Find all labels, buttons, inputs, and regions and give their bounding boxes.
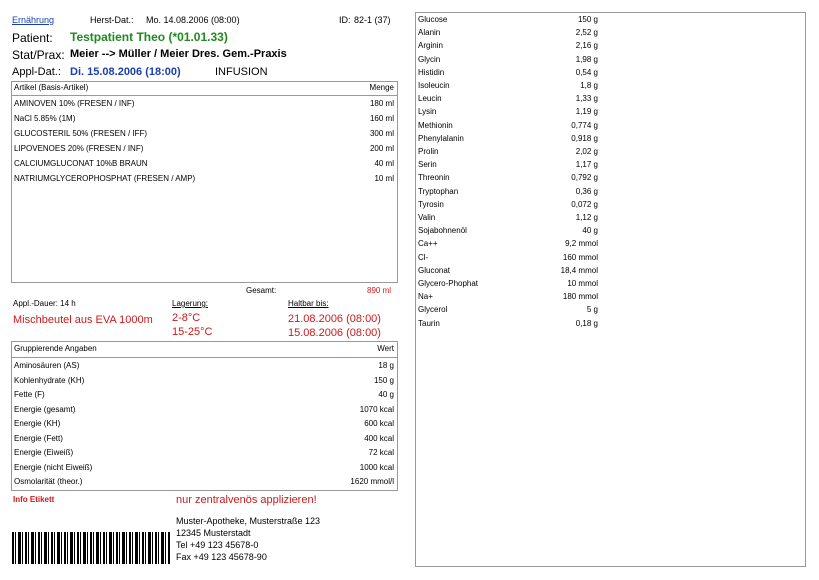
storage-2: 15-25°C [172, 326, 213, 338]
articles-header-name: Artikel (Basis-Artikel) [14, 83, 89, 92]
application-date-value: Di. 15.08.2006 (18:00) [70, 66, 181, 78]
article-name: NaCl 5.85% (1M) [14, 114, 76, 123]
grouped-name: Osmolarität (theor.) [14, 477, 83, 486]
grouped-name: Energie (KH) [14, 419, 61, 428]
storage-label: Lagerung: [172, 299, 209, 308]
table-row [12, 448, 397, 463]
component-value: 0,18 g [575, 318, 598, 328]
article-name: NATRIUMGLYCEROPHOSPHAT (FRESEN / AMP) [14, 174, 196, 183]
id-value: 82-1 (37) [354, 15, 391, 25]
grouped-name: Kohlenhydrate (KH) [14, 375, 85, 385]
component-name: Sojabohnenöl [418, 226, 467, 236]
table-row [12, 129, 397, 144]
table-row [12, 114, 397, 129]
article-amount: 300 ml [369, 129, 394, 138]
component-name: Glucose [418, 15, 448, 24]
grouped-name: Energie (Fett) [14, 433, 63, 443]
component-name: Threonin [418, 173, 450, 183]
component-name: Ca++ [418, 239, 438, 249]
article-amount: 10 ml [374, 174, 394, 183]
component-value: 0,36 g [575, 186, 598, 196]
component-value: 0,774 g [571, 120, 598, 130]
grouped-table [11, 341, 398, 491]
grouped-value: 1070 kcal [359, 404, 394, 414]
grouped-name: Energie (gesamt) [14, 404, 76, 414]
component-name: Tyrosin [418, 199, 444, 209]
manufacture-date-value: Mo. 14.08.2006 (08:00) [146, 15, 240, 25]
article-amount: 180 ml [369, 99, 394, 108]
grouped-name: Aminosäuren (AS) [14, 361, 80, 370]
article-name: LIPOVENOES 20% (FRESEN / INF) [14, 144, 144, 153]
pharmacy-line: Tel +49 123 45678-0 [176, 540, 259, 550]
component-value: 40 g [582, 226, 598, 236]
component-name: Glycin [418, 54, 441, 64]
component-value: 18,4 mmol [560, 265, 598, 275]
component-value: 0,918 g [571, 133, 598, 143]
component-value: 1,98 g [575, 54, 598, 64]
duration: Appl.-Dauer: 14 h [13, 299, 76, 308]
component-name: Leucin [418, 94, 442, 104]
component-value: 0,54 g [575, 67, 598, 77]
grouped-value: 400 kcal [364, 433, 394, 443]
grouped-value: 72 kcal [368, 448, 394, 457]
component-value: 180 mmol [562, 292, 598, 302]
table-row [12, 144, 397, 159]
articles-table [11, 81, 398, 283]
article-amount: 200 ml [369, 144, 394, 153]
table-row [12, 361, 397, 376]
component-name: Prolin [418, 147, 439, 156]
component-name: Phenylalanin [418, 133, 464, 143]
table-row [12, 405, 397, 420]
component-value: 1,8 g [580, 81, 598, 90]
pharmacy-line: Fax +49 123 45678-90 [176, 552, 267, 562]
table-row [12, 463, 397, 478]
grouped-name: Fette (F) [14, 390, 45, 399]
component-value: 150 g [577, 15, 598, 24]
grouped-value: 1000 kcal [359, 462, 394, 472]
component-value: 160 mmol [562, 252, 598, 262]
component-value: 1,33 g [575, 94, 598, 104]
shelf-life-label: Haltbar bis: [288, 299, 329, 308]
article-name: CALCIUMGLUCONAT 10%B BRAUN [14, 159, 148, 168]
table-row [12, 477, 397, 492]
component-value: 2,02 g [575, 147, 598, 156]
component-name: Cl- [418, 252, 429, 262]
shelf-life-2: 15.08.2006 (08:00) [288, 327, 381, 339]
component-value: 2,16 g [575, 41, 598, 51]
category-label: Ernährung [12, 15, 55, 25]
total-value: 890 ml [367, 286, 392, 295]
application-date-label: Appl-Dat.: [12, 66, 61, 78]
components-list [415, 12, 806, 567]
grouped-name: Energie (Eiweiß) [14, 448, 74, 457]
table-row [12, 376, 397, 391]
table-row [12, 99, 397, 114]
article-name: GLUCOSTERIL 50% (FRESEN / IFF) [14, 129, 148, 138]
grouped-header-name: Gruppierende Angaben [14, 344, 97, 353]
component-value: 0,792 g [571, 173, 598, 183]
storage-1: 2-8°C [172, 312, 201, 324]
component-name: Gluconat [418, 265, 451, 275]
barcode-icon [12, 532, 170, 564]
component-value: 1,19 g [575, 107, 598, 117]
patient-name: Testpatient Theo (*01.01.33) [70, 30, 228, 44]
component-name: Lysin [418, 107, 437, 117]
warning-text: nur zentralvenös applizieren! [176, 494, 317, 506]
pharmacy-line: Muster-Apotheke, Musterstraße 123 [176, 516, 321, 526]
component-name: Taurin [418, 318, 440, 328]
pharmacy-line: 12345 Musterstadt [176, 528, 251, 538]
grouped-value: 40 g [378, 390, 394, 399]
table-row [12, 174, 397, 189]
table-row [12, 390, 397, 405]
table-row [12, 419, 397, 434]
shelf-life-1: 21.08.2006 (08:00) [288, 313, 381, 325]
application-type: INFUSION [215, 66, 268, 78]
component-name: Methionin [418, 120, 453, 130]
divider [12, 95, 397, 96]
bag-type: Mischbeutel aus EVA 1000m [13, 314, 153, 326]
station-label: Stat/Prax: [12, 48, 65, 62]
component-value: 0,072 g [571, 199, 598, 209]
component-value: 10 mmol [567, 279, 598, 288]
component-name: Arginin [418, 41, 443, 51]
grouped-value: 18 g [378, 361, 394, 370]
station-value: Meier --> Müller / Meier Dres. Gem.-Praxis [70, 48, 287, 60]
article-amount: 160 ml [369, 114, 394, 123]
component-value: 5 g [586, 305, 598, 315]
component-name: Valin [418, 213, 436, 222]
grouped-name: Energie (nicht Eiweiß) [14, 462, 93, 472]
grouped-header-value: Wert [377, 344, 394, 353]
component-name: Histidin [418, 67, 445, 77]
patient-label: Patient: [12, 31, 53, 45]
component-name: Alanin [418, 28, 441, 38]
total-label: Gesamt: [246, 286, 277, 295]
info-label: Info Etikett [13, 495, 55, 504]
grouped-value: 1620 mmol/l [350, 477, 394, 486]
component-value: 9,2 mmol [565, 239, 598, 249]
articles-header-amount: Menge [369, 83, 394, 92]
component-value: 2,52 g [575, 28, 598, 38]
component-name: Glycero-Phophat [418, 279, 479, 288]
component-name: Glycerol [418, 305, 448, 315]
manufacture-date-label: Herst-Dat.: [90, 15, 134, 25]
component-name: Na+ [418, 292, 433, 302]
article-amount: 40 ml [374, 159, 394, 168]
component-name: Tryptophan [418, 186, 459, 196]
component-value: 1,12 g [575, 213, 598, 222]
list-item [416, 319, 601, 334]
id-label: ID: [339, 15, 351, 25]
article-name: AMINOVEN 10% (FRESEN / INF) [14, 99, 135, 108]
table-row [12, 434, 397, 449]
grouped-value: 150 g [373, 375, 394, 385]
grouped-value: 600 kcal [364, 419, 394, 428]
component-value: 1,17 g [575, 160, 598, 170]
table-row [12, 159, 397, 174]
divider [12, 357, 397, 358]
component-name: Isoleucin [418, 81, 450, 90]
component-name: Serin [418, 160, 437, 170]
